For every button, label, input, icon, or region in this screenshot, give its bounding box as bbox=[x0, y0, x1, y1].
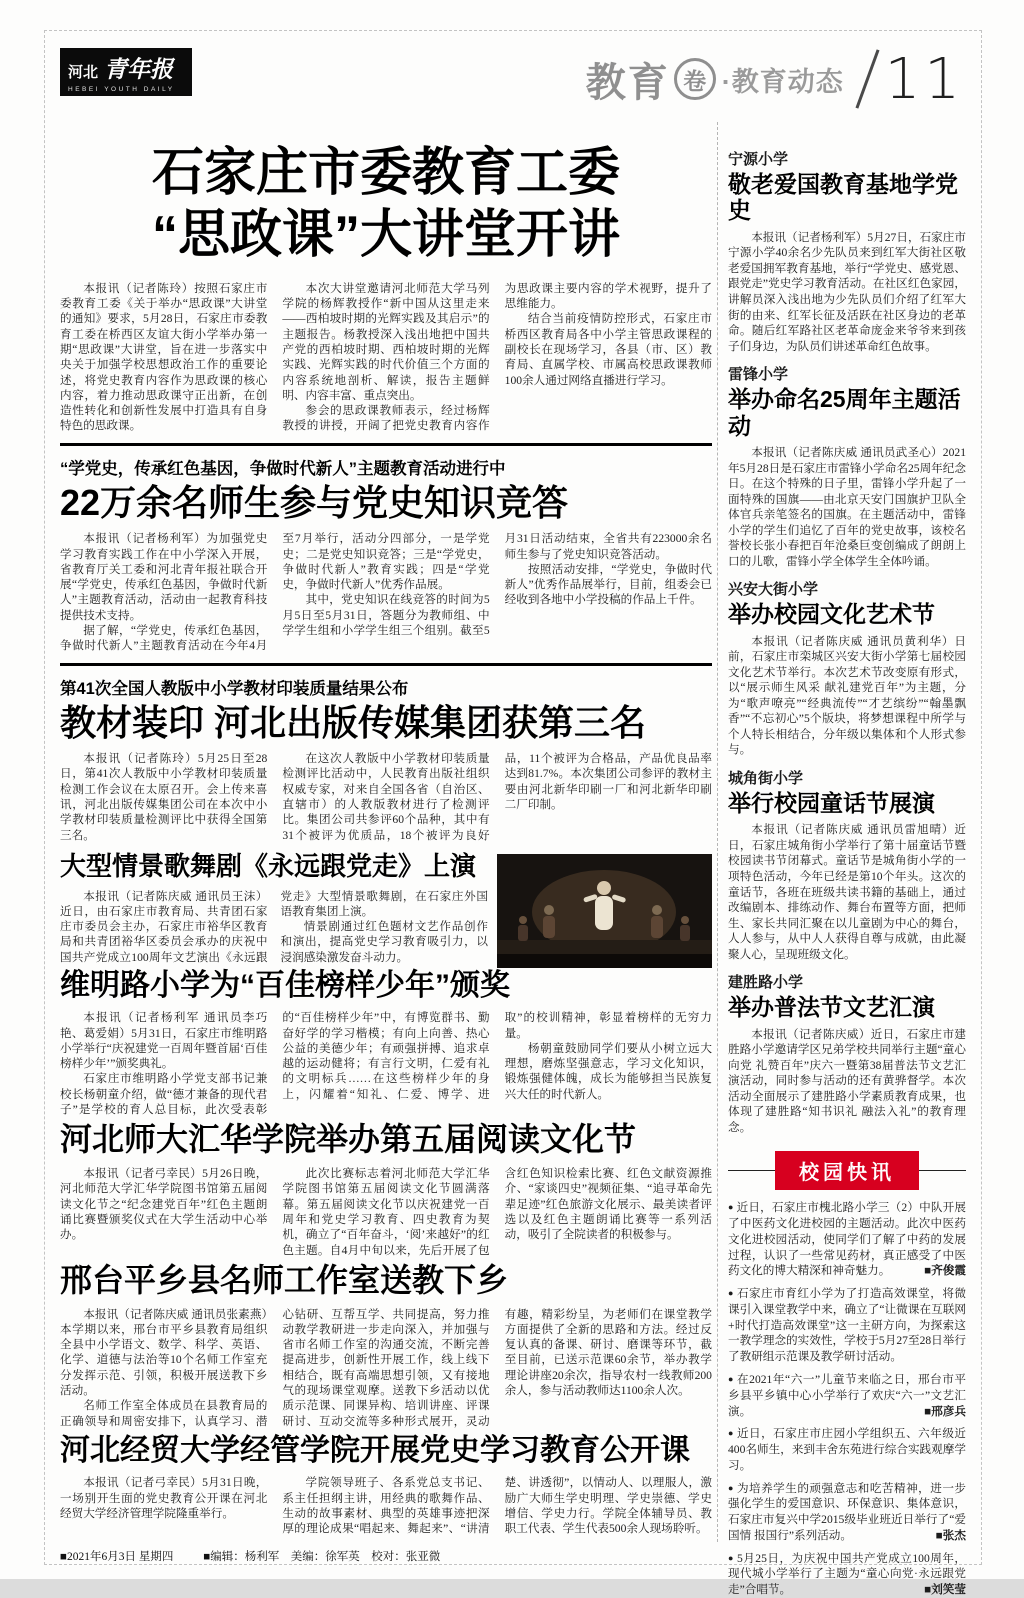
article-title: 河北经贸大学经管学院开展党史学习教育公开课 bbox=[60, 1433, 690, 1467]
column-divider bbox=[717, 122, 718, 1542]
sidebar-article-ningyuan bbox=[728, 148, 966, 354]
school-name: 建胜路小学 bbox=[728, 975, 804, 992]
express-signature: ■邢彦兵 bbox=[924, 1404, 966, 1418]
express-text: 在2021年“六一”儿童节来临之日，邢台市平乡县平乡镇中心小学举行了欢庆“六一”文艺汇演。 bbox=[728, 1372, 967, 1418]
article-paragraph: 本报讯（记者弓幸民）5月26日晚，河北师范大学汇华学院图书馆第五届阅读文化节之“纪念建党百年”红色主题朗诵比赛暨颁奖仪式在大学生活动中心举办。 bbox=[60, 1167, 268, 1242]
banner-rule-right bbox=[919, 1170, 966, 1171]
bullet-icon: ● bbox=[728, 1202, 734, 1213]
newspaper-logo bbox=[60, 48, 192, 96]
express-text: 近日，石家庄市槐北路小学三（2）中队开展了中医药文化进校园的主题活动。此次中医药文化进校园活动，使同学们了解了中药的发展过程，认识了一些常见药材，真正感受了中医药文化的博大精深和神奇魅力。 bbox=[728, 1201, 966, 1278]
bullet-icon: ● bbox=[728, 1288, 734, 1299]
banner-rule-left bbox=[728, 1170, 775, 1171]
express-text: 为培养学生的顽强意志和吃苦精神，进一步强化学生的爱国意识、环保意识、集体意识，石家庄市复兴中学2015级毕业班近日举行了“爱国情 报国行”系列活动。 bbox=[728, 1481, 966, 1542]
campus-express-banner bbox=[728, 1151, 966, 1190]
sidebar-column bbox=[728, 140, 967, 1597]
article-body bbox=[60, 281, 712, 434]
sidebar-article-body: 本报讯（记者陈庆威 通讯员雷旭晴）近日，石家庄城角街小学举行了第十届童话节暨校园读书节闭幕式。童话节是城角街小学的一项特色活动，今年已经是第10个年头。这次的童话节，各班在班级共读书籍的基础上，通过改编剧本、排练动作、舞台布置等方面，把师生、家长共同汇聚在以儿童剧为中心的舞台，人人参与，从中人人获得自尊与成就，由此凝聚人心，呈现班级文化。 bbox=[728, 823, 966, 961]
article-body bbox=[60, 1010, 712, 1117]
article-paragraph: 学院领导班子、各系党总支书记、系主任担纲主讲，用经典的歌舞作品、生动的故事素材、典型的英雄事迹把深厚的理论成果“唱起来、舞起来”、“讲清楚、讲透彻”，以情动人、以理服人，激励广大师生学史明理、学史崇德、学史增信、学史力行。学院全体辅导员、教职工代表、学生代表500余人现场聆听。 bbox=[282, 1476, 712, 1536]
article-reading-festival bbox=[60, 1121, 712, 1258]
sidebar-article-title: 举行校园童话节展演 bbox=[728, 789, 935, 816]
sidebar-article-xingan bbox=[728, 578, 966, 758]
article-paragraph: 石家庄市维明路小学党支部书记兼校长杨朝童介绍，做“德才兼备的现代君子”是学校的育人总目标，此次受表彰的“百佳榜样少年”中，有博览群书、勤奋好学的学习楷模；有向上向善、热心公益的美德少年；有顽强拼搏、追求卓越的运动健将；有言行文明，仁爱有礼的文明标兵……在这些榜样少年的身上，闪耀着“知礼、仁爱、博学、进取”的校训精神，彰显着榜样的无穷力量。 bbox=[60, 1011, 712, 1117]
article-title-line1: 石家庄市委教育工委 bbox=[151, 144, 620, 202]
logo-subtitle: HEBEI YOUTH DAILY bbox=[68, 86, 175, 93]
section-divider bbox=[60, 443, 712, 446]
page-number: 11 bbox=[884, 46, 964, 112]
express-text: 近日，石家庄市庄园小学组织五、六年级近400名师生，来到丰舍东苑进行综合实践观摩学习。 bbox=[728, 1427, 966, 1472]
slash-divider bbox=[855, 49, 879, 108]
school-name: 宁源小学 bbox=[728, 152, 789, 168]
school-name: 兴安大街小学 bbox=[728, 582, 819, 599]
stage-performance-photo bbox=[497, 854, 712, 968]
express-text: 石家庄市育红小学为了打造高效课堂，将微课引入课堂教学中来，确立了“让微课在互联网+时代打造高效课堂”这一主研方向，为探索这一教学理念的实效性，学校于5月27至28日举行了教研组示范课及教学研讨活动。 bbox=[728, 1287, 966, 1364]
article-paragraph: 此次比赛标志着河北师范大学汇华学院图书馆第五届阅读文化节圆满落幕。第五届阅读文化节以庆祝建党一百周年和党史学习教育、四史教育为契机，确立了“百年奋斗，‘阅’来越好”的红色主题。自4月中旬以来，先后开展了包含红色知识检索比赛、红色文献资源推介、“家谈四史”视频征集、“追寻革命先辈足迹”红色旅游文化展示、最美读者评选以及红色主题朗诵比赛等一系列活动，吸引了全院读者的积极参与。 bbox=[282, 1167, 712, 1257]
article-body bbox=[60, 531, 712, 653]
article-kicker: 第41次全国人教版中小学教材印装质量结果公布 bbox=[60, 679, 409, 698]
article-paragraph: 本报讯（记者弓幸民）5月31日晚，一场别开生面的党史教育公开课在河北经贸大学经济管理学院隆重举行。 bbox=[60, 1476, 268, 1520]
page-footer bbox=[60, 1548, 440, 1564]
logo-name-text: 青年报 bbox=[104, 57, 174, 82]
article-paragraph: 结合当前疫情防控形式，石家庄市桥西区教育局各中小学主管思政课程的副校长在现场学习，各县（市、区）教育局、直属学校、市属高校思政课教师100余人通过网络直播进行学习。 bbox=[504, 312, 712, 387]
article-paragraph: 杨朝童鼓励同学们要从小树立远大理想，磨炼坚强意志，学习文化知识，锻炼强健体魄，成长为能够担当民族复兴大任的时代新人。 bbox=[504, 1041, 712, 1101]
sidebar-article-body: 本报讯（记者杨利军）5月27日，石家庄市宁源小学40余名少先队员来到红军大街社区敬老爱国拥军教育基地，举行“学党史、感党恩、跟党走”党史学习教育活动。在社区红色家园，讲解员深入浅出地为少先队员们介绍了红军大街的由来、红军长征及活跃在社区身边的老革命。随后红军路社区老革命庞金来爷爷来到孩子们身边，为队员们讲述革命红色故事。 bbox=[728, 230, 966, 353]
article-paragraph: 其中，党史知识在线竞答的时间为5月5日至5月31日，答题分为教师组、中学学生组和小学学生组三个组别。截至5月31日活动结束，全省共有223000余名师生参与了党史知识竞答活动。 bbox=[282, 532, 712, 637]
article-title-line2: “思政课”大讲堂开讲 bbox=[151, 206, 620, 265]
express-signature: ■齐俊霞 bbox=[924, 1264, 966, 1278]
article-title: 22万余名师生参与党史知识竞答 bbox=[60, 481, 569, 523]
banner-title: 校园快讯 bbox=[775, 1151, 919, 1190]
express-text: 5月25日，为庆祝中国共产党成立100周年，现代城小学举行了主题为“童心向党·永远跟党走”合唱节。 bbox=[728, 1551, 966, 1597]
article-role-model-awards bbox=[60, 968, 712, 1117]
sidebar-article-title: 举办校园文化艺术节 bbox=[728, 601, 935, 628]
article-paragraph: 本报讯（记者陈玲）按照石家庄市委教育工委《关于举办“思政课”大讲堂的通知》要求，5月28日，石家庄市委教育工委在桥西区友谊大街小学举办第一期“思政课”大讲堂，旨在进一步落实中央关于加强学校思想政治工作的重要论述，将党史教育内容作为思政课的核心内容，着力推动思政课守正出新，在创造性转化和创新性发展中打造具有自身特色的思政课。 bbox=[60, 281, 268, 433]
express-item bbox=[728, 1286, 966, 1365]
article-paragraph: 情景剧通过红色题材文艺作品创作和演出，提高党史学习教育吸引力，以浸润感染激发奋斗动力。 bbox=[280, 920, 488, 964]
article-paragraph: 据了解，“学党史，传承红色基因，争做时代新人”主题教育活动在今年4月至7月举行，活动分四部分，一是学党史；二是党史知识竞答；三是“学党史，争做时代新人”教育实践；四是“学党史，争做时代新人”优秀作品展。 bbox=[60, 532, 490, 653]
article-quiz bbox=[60, 455, 712, 654]
article-body bbox=[60, 1307, 712, 1429]
article-title: 大型情景歌舞剧《永远跟党走》上演 bbox=[60, 850, 477, 881]
logo-region-text: 河北 bbox=[68, 64, 99, 81]
article-paragraph: 本报讯（记者陈庆威 通讯员王沫）近日，由石家庄市教育局、共青团石家庄市委员会主办，石家庄市裕华区教育局和共青团裕华区委员会承办的庆祝中国共产党成立100周年文艺演出《永远跟党走》大型情景歌舞剧，在石家庄外国语教育集团上演。 bbox=[60, 889, 488, 964]
bullet-icon: ● bbox=[728, 1428, 734, 1439]
express-item bbox=[728, 1551, 966, 1598]
bullet-icon: ● bbox=[728, 1552, 734, 1563]
article-title: 维明路小学为“百佳榜样少年”颁奖 bbox=[60, 968, 510, 1002]
bullet-icon: ● bbox=[728, 1373, 734, 1384]
sidebar-article-body: 本报讯（记者陈庆威 通讯员武圣心）2021年5月28日是石家庄市雷锋小学命名25周年纪念日。在这个特殊的日子里，雷锋小学升起了一面特殊的国旗——由北京天安门国旗护卫队全体官兵亲笔签名的国旗。在主题活动中，雷锋小学的学生们追忆了百年的党史故事，该校名誉校长张小春把百年沧桑巨变创编成了朗朗上口的儿歌，雷锋小学全体学生全体吟诵。 bbox=[728, 446, 966, 568]
section-label: ·教育动态 bbox=[721, 66, 844, 97]
article-body bbox=[60, 1166, 712, 1258]
article-open-class bbox=[60, 1433, 712, 1537]
article-paragraph: 本报讯（记者杨利军 通讯员李巧艳、葛爱娟）5月31日，石家庄市维明路小学举行“庆祝建党一百周年暨首届‘百佳榜样少年’”颁奖典礼。 bbox=[60, 1011, 268, 1071]
section-badge-text: 教育 bbox=[585, 60, 670, 105]
express-signature: ■张杰 bbox=[935, 1528, 966, 1542]
sidebar-article-title: 敬老爱国教育基地学党史 bbox=[728, 171, 958, 224]
sidebar-article-title: 举办普法节文艺汇演 bbox=[728, 994, 935, 1021]
sidebar-article-body: 本报讯（记者陈庆威 通讯员黄利华）日前，石家庄市栾城区兴安大街小学第七届校园文化艺术节举行。本次艺术节改变原有形式，以“展示师生风采 献礼建党百年”为主题，分为“歌声嘹亮”“经典流传”“才艺缤纷”“翰墨飘香”“不忘初心”5个版块，将梦想课程中所学与个人特长相结合，分年级以集体和个人形式参与。 bbox=[728, 634, 966, 757]
article-paragraph: 本报讯（记者陈玲）5月25日至28日，第41次人教版中小学教材印装质量检测工作会议在太原召开。会上传来喜讯，河北出版传媒集团公司在本次中小学教材印装质量检测评比中获得全国第三名。 bbox=[60, 752, 268, 842]
sidebar-article-leifeng bbox=[728, 363, 966, 569]
article-textbook-printing bbox=[60, 675, 712, 843]
section-badge-circle: 卷 bbox=[674, 58, 716, 100]
school-name: 城角街小学 bbox=[728, 770, 804, 787]
page-header bbox=[60, 42, 964, 116]
article-paragraph: 本报讯（记者陈庆威 通讯员张素燕）本学期以来，邢台市平乡县教育局组织全县中小学语文、数学、科学、英语、化学、道德与法治等10个名师工作室充分发挥示范、引领，积极开展送教下乡活动。 bbox=[60, 1307, 268, 1398]
express-item bbox=[728, 1200, 966, 1279]
section-divider bbox=[60, 663, 712, 666]
express-item bbox=[728, 1481, 966, 1544]
article-teacher-studio bbox=[60, 1262, 712, 1429]
article-sizheng-lecture bbox=[60, 142, 712, 434]
bullet-icon: ● bbox=[728, 1482, 734, 1493]
article-title: 教材装印 河北出版传媒集团获第三名 bbox=[60, 701, 647, 743]
sidebar-article-jiansheng bbox=[728, 971, 966, 1135]
article-body bbox=[60, 889, 488, 965]
school-name: 雷锋小学 bbox=[728, 367, 789, 384]
section-masthead bbox=[586, 42, 964, 116]
express-item bbox=[728, 1426, 966, 1473]
article-title bbox=[60, 142, 712, 267]
article-paragraph: 名师工作室全体成员在县教育局的正确领导和周密安排下，认真学习、潜心钻研、互帮互学、共同提高，努力推动教学教研进一步走向深入，并加强与省市名师工作室的沟通交流，不断完善提高进步，创新性开展工作，线上线下相结合，既有高端思想引领，又有接地气的现场课堂观摩。送教下乡活动以优质示范课、同课异构、培训讲座、评课研讨、互动交流等多种形式展开，灵动有趣，精彩纷呈，为老师们在课堂教学方面提供了全新的思路和方法。经过反复认真的备课、研讨、磨课等环节，截至目前，已送示范课60余节，举办教学理论讲座20余次，指导农村一线教师200余人，参与活动教师达1100余人次。 bbox=[60, 1307, 712, 1428]
article-paragraph: 参会的思政课教师表示，经过杨辉教授的讲授，开阔了把党史教育内容作为思政课主要内容的学术视野，提升了思维能力。 bbox=[282, 281, 712, 433]
article-paragraph: 按照活动安排，“学党史，争做时代新人”优秀作品展举行，目前，组委会已经收到各地中小学投稿的作品上千件。 bbox=[504, 562, 712, 607]
article-body bbox=[60, 1475, 712, 1536]
article-paragraph: 本次大讲堂邀请河北师范大学马列学院的杨辉教授作“新中国从这里走来——西柏坡时期的光辉实践及其启示”的主题报告。杨教授深入浅出地把中国共产党的西柏坡时期、西柏坡时期的光辉实践、光辉实践的时代价值三个方面的内容系统地剖析、解读，报告主题鲜明、内容丰富、重点突出。 bbox=[282, 281, 490, 402]
article-paragraph: 本报讯（记者杨利军）为加强党史学习教育实践工作在中小学深入开展，省教育厅关工委和河北青年报社联合开展“学党史，传承红色基因，争做时代新人”主题教育活动，活动由一起教育科技提供技术支持。 bbox=[60, 532, 268, 622]
article-stage-show bbox=[60, 851, 712, 968]
article-title: 河北师大汇华学院举办第五届阅读文化节 bbox=[60, 1121, 637, 1158]
article-paragraph: 在这次人教版中小学教材印装质量检测评比活动中，人民教育出版社组织权威专家，对来自全国各省（自治区、直辖市）的人教版教材进行了检测评比。集团公司共参评60个品种，其中有31个被评为优质品，18个被评为良好品，11个被评为合格品，产品优良品率达到81.7%。本次集团公司参评的教材主要由河北新华印刷一厂和河北新华印刷二厂印制。 bbox=[282, 752, 712, 842]
footer-editors: ■编辑：杨利军 美编：徐军英 校对：张亚微 bbox=[203, 1551, 441, 1563]
sidebar-article-title: 举办命名25周年主题活动 bbox=[728, 386, 961, 439]
footer-date: ■2021年6月3日 星期四 bbox=[60, 1551, 174, 1563]
express-signature: ■刘笑莹 bbox=[924, 1583, 966, 1597]
sidebar-article-chengjiao bbox=[728, 767, 966, 962]
express-item bbox=[728, 1372, 966, 1419]
article-body bbox=[60, 751, 712, 843]
main-column bbox=[60, 138, 712, 1542]
sidebar-article-body: 本报讯（记者陈庆威）近日，石家庄市建胜路小学邀请学区兄弟学校共同举行主题“童心向党 礼赞百年”庆六一暨第38届普法节文艺汇演活动，同时参与活动的还有黄骅督学。本次活动全面展示了建胜路小学素质教育成果，也体现了建胜路“知书识礼 融法入礼”的教育理念。 bbox=[728, 1027, 966, 1134]
article-title: 邢台平乡县名师工作室送教下乡 bbox=[60, 1261, 509, 1298]
article-kicker: “学党史，传承红色基因，争做时代新人”主题教育活动进行中 bbox=[60, 459, 506, 478]
